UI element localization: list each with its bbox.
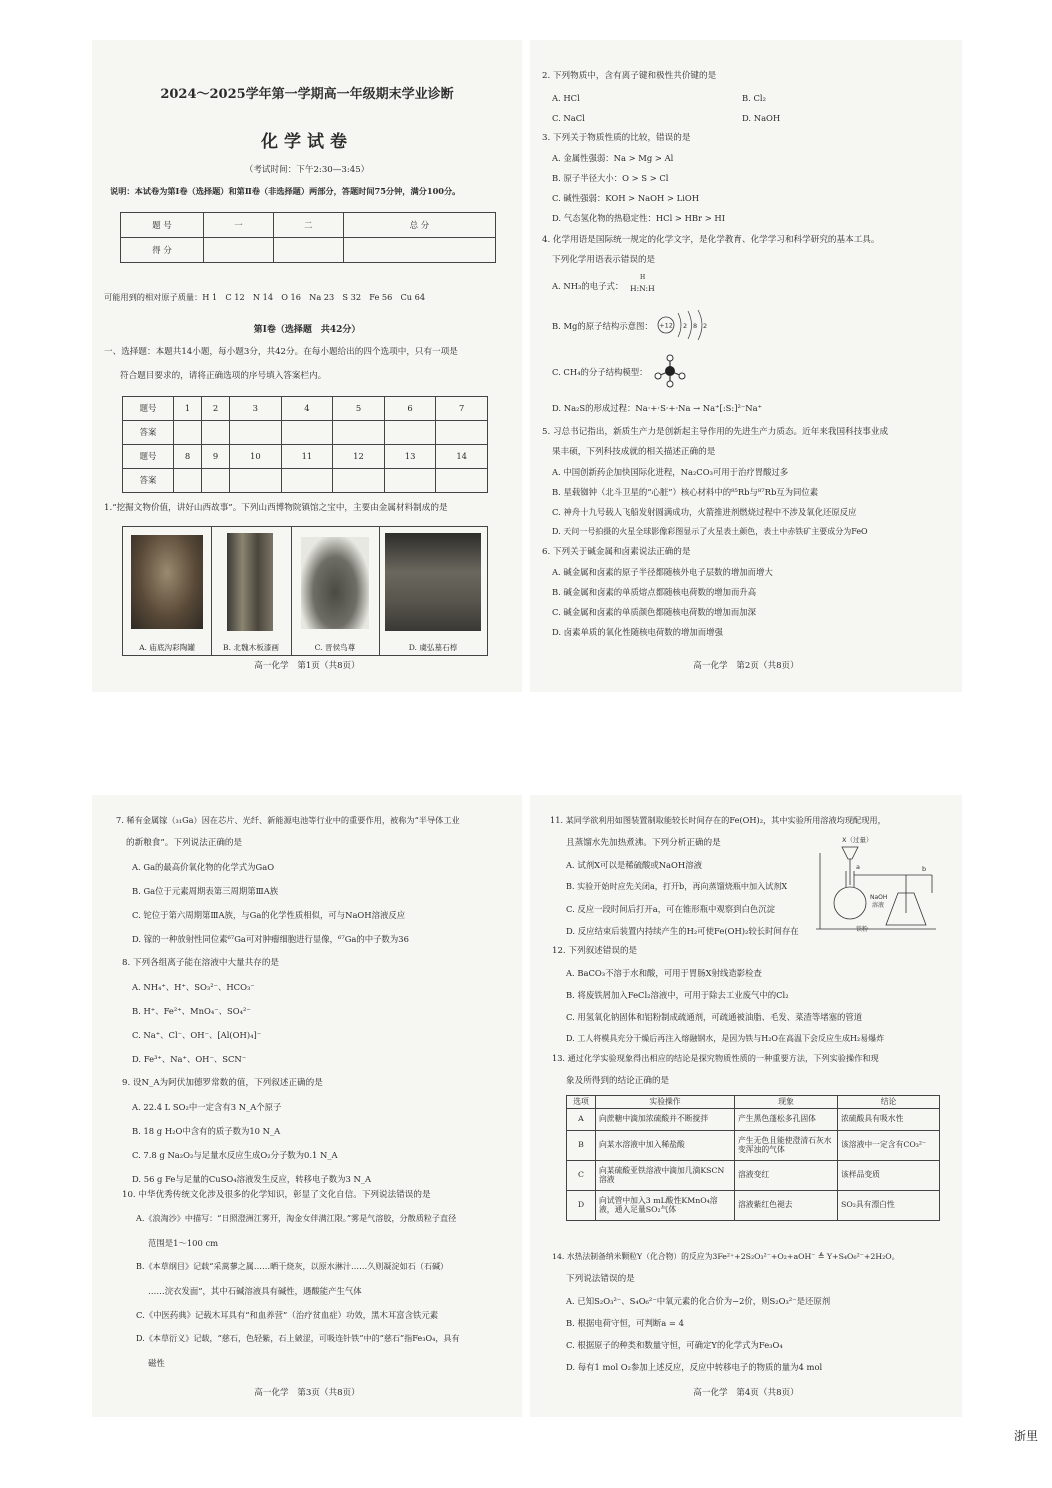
q1-caption-d: D. 虞弘墓石椁 xyxy=(408,643,458,652)
mg-atom-diagram xyxy=(656,308,716,342)
q7-option-c: C. 铊位于第六周期第ⅢA族，与Ga的化学性质相似，可与NaOH溶液反应 xyxy=(132,910,406,920)
answer-table-cell: 7 xyxy=(436,397,488,421)
q1-caption-b: B. 北魏木板漆画 xyxy=(223,643,279,652)
shell-count: 8 xyxy=(693,322,698,330)
table-header: 选项 xyxy=(567,1096,596,1109)
table-cell: B xyxy=(567,1130,596,1160)
question-12: 12. 下列叙述错误的是 xyxy=(552,946,638,956)
q11-option-a: A. 试剂X可以是稀硫酸或NaOH溶液 xyxy=(566,860,702,870)
exam-page-1 xyxy=(92,40,522,692)
q6-option-b: B. 碱金属和卤素的单质熔点都随核电荷数的增加而升高 xyxy=(552,587,757,597)
answer-slot[interactable] xyxy=(436,421,488,445)
answer-slot[interactable] xyxy=(230,469,282,493)
table-header: 实验操作 xyxy=(596,1096,735,1109)
q3-option-a: A. 金属性强弱：Na > Mg > Al xyxy=(552,153,674,163)
table-cell: 溶液紫红色褪去 xyxy=(735,1190,838,1220)
valve-label-a: a xyxy=(856,863,860,871)
exam-title: 2024～2025学年第一学期高一年级期末学业诊断 xyxy=(160,87,454,102)
q12-option-c: C. 用氢氧化钠固体和铝粉制成疏通剂，可疏通被油脂、毛发、菜渣等堵塞的管道 xyxy=(566,1012,863,1022)
experiment-table xyxy=(566,1095,940,1221)
answer-slot[interactable] xyxy=(333,469,385,493)
answer-table-cell: 13 xyxy=(384,445,436,469)
nh3-formula-top: H xyxy=(640,274,646,281)
page-footer: 高一化学 第2页（共8页） xyxy=(693,661,799,671)
q1-caption-c: C. 晋侯鸟尊 xyxy=(314,643,356,652)
q6-option-c: C. 碱金属和卤素的单质颜色都随核电荷数的增加而加深 xyxy=(552,607,757,617)
q4-option-b: B. Mg的原子结构示意图： xyxy=(552,321,653,331)
q1-option-b xyxy=(211,527,292,655)
exam-time: （考试时间：下午2:30—3:45） xyxy=(244,165,370,175)
question-14-line2: 下列说法错误的是 xyxy=(566,1274,635,1284)
answer-table-label: 题号 xyxy=(123,397,174,421)
q4-option-c: C. CH₄的分子结构模型： xyxy=(552,367,648,377)
answer-table-cell: 3 xyxy=(230,397,282,421)
watermark-text: 浙里 xyxy=(1013,1429,1038,1443)
question-4-line2: 下列化学用语表示错误的是 xyxy=(552,255,656,265)
question-7-line2: 的新粮食”。下列说法正确的是 xyxy=(126,838,243,848)
q4-option-d: D. Na₂S的形成过程：Na·+·S·+·Na → Na⁺[:S:]²⁻Na⁺ xyxy=(552,403,762,413)
q14-option-a: A. 已知S₂O₃²⁻、S₄O₆²⁻中氧元素的化合价为−2价，则S₂O₃²⁻是还原剂 xyxy=(566,1296,831,1306)
q10-option-a: A.《浪淘沙》中描写：“日照澄洲江雾开，淘金女伴满江限。”雾是气溶胶，分散质粒子直径 xyxy=(136,1213,457,1223)
table-cell: D xyxy=(567,1190,596,1220)
q3-option-b: B. 原子半径大小：O > S > Cl xyxy=(552,173,669,183)
q10-option-b-line2: ……浣衣发面”，其中石碱溶液具有碱性，遇酸能产生气体 xyxy=(148,1286,362,1296)
ch4-model-icon xyxy=(652,354,688,388)
answer-slot[interactable] xyxy=(384,469,436,493)
q9-option-b: B. 18 g H₂O中含有的质子数为10 N_A xyxy=(132,1126,281,1136)
table-cell: SO₂具有漂白性 xyxy=(838,1190,940,1220)
score-table-cell: 总 分 xyxy=(343,213,495,238)
question-2: 2. 下列物质中，含有离子键和极性共价键的是 xyxy=(542,71,717,81)
dropping-funnel xyxy=(842,847,858,859)
table-cell: 浓硫酸具有吸水性 xyxy=(838,1108,940,1130)
exam-page-3 xyxy=(92,795,522,1417)
q10-option-b: B.《本草纲目》记载“采蒿蓼之属……晒干烧灰，以原水淋汁……久则凝淀如石（石碱） xyxy=(136,1261,449,1271)
score-table-cell: 得 分 xyxy=(121,238,204,263)
answer-slot[interactable] xyxy=(436,469,488,493)
answer-table-cell: 12 xyxy=(333,445,385,469)
distilling-flask xyxy=(834,887,866,919)
answer-table-cell: 9 xyxy=(202,445,230,469)
label-x: X（过量） xyxy=(842,836,873,844)
score-table-cell: 题 号 xyxy=(121,213,204,238)
table-cell: 溶液变红 xyxy=(735,1160,838,1190)
answer-table-cell: 14 xyxy=(436,445,488,469)
question-9: 9. 设N_A为阿伏加德罗常数的值，下列叙述正确的是 xyxy=(122,1078,323,1088)
table-cell: 产生黑色蓬松多孔固体 xyxy=(735,1108,838,1130)
question-1: 1.“挖掘文物价值，讲好山西故事”。下列山西博物院镇馆之宝中，主要由金属材料制成的是 xyxy=(104,503,448,513)
answer-slot[interactable] xyxy=(281,421,333,445)
q11-option-b: B. 实验开始时应先关闭a，打开b，再向蒸馏烧瓶中加入试剂X xyxy=(566,881,788,891)
q1-option-d xyxy=(379,527,487,655)
instructions: 说明：本试卷为第Ⅰ卷（选择题）和第Ⅱ卷（非选择题）两部分，答题时间75分钟，满分100分。 xyxy=(110,186,461,196)
q5-option-d: D. 天问一号拍摄的火星全球影像彩图显示了火星表土颜色，表土中赤铁矿主要成分为FeO xyxy=(552,527,868,536)
q14-option-c: C. 根据原子的种类和数量守恒，可确定Y的化学式为Fe₃O₄ xyxy=(566,1340,783,1350)
answer-table-cell: 4 xyxy=(281,397,333,421)
page-footer: 高一化学 第1页（共8页） xyxy=(254,661,360,671)
q5-option-b: B. 星载铷钟（北斗卫星的“心脏”）核心材料中的⁸⁵Rb与⁸⁷Rb互为同位素 xyxy=(552,487,819,497)
answer-slot[interactable] xyxy=(174,421,202,445)
q7-option-a: A. Ga的最高价氧化物的化学式为GaO xyxy=(132,862,275,872)
q4-option-a: A. NH₃的电子式： xyxy=(552,281,624,291)
score-table-cell: 一 xyxy=(204,213,274,238)
q1-option-c xyxy=(291,527,380,655)
q10-option-a-line2: 范围是1～100 cm xyxy=(148,1238,219,1248)
q2-option-b: B. Cl₂ xyxy=(742,93,766,103)
question-13-line2: 象及所得到的结论正确的是 xyxy=(566,1076,670,1086)
q12-option-d: D. 工人将模具充分干燥后再注入熔融钢水，是因为铁与H₂O在高温下会反应生成H₂易爆炸 xyxy=(566,1034,885,1043)
question-13: 13. 通过化学实验现象得出相应的结论是探究物质性质的一种重要方法，下列实验操作和现 xyxy=(552,1053,879,1063)
naoh-label: NaOH xyxy=(870,894,888,901)
q1-option-a xyxy=(123,527,212,655)
q6-option-a: A. 碱金属和卤素的原子半径都随核外电子层数的增加而增大 xyxy=(552,567,773,577)
q9-option-d: D. 56 g Fe与足量的CuSO₄溶液发生反应，转移电子数为3 N_A xyxy=(132,1174,372,1184)
q8-option-d: D. Fe³⁺、Na⁺、OH⁻、SCN⁻ xyxy=(132,1054,247,1064)
score-table xyxy=(120,212,496,263)
score-table-cell xyxy=(273,238,343,263)
answer-table-cell: 2 xyxy=(202,397,230,421)
answer-slot[interactable] xyxy=(384,421,436,445)
answer-table-cell: 1 xyxy=(174,397,202,421)
answer-table xyxy=(122,396,488,493)
q14-option-d: D. 每有1 mol O₂参加上述反应，反应中转移电子的物质的量为4 mol xyxy=(566,1362,823,1372)
answer-table-cell: 6 xyxy=(384,397,436,421)
answer-slot[interactable] xyxy=(333,421,385,445)
subject-title: 化学试卷 xyxy=(261,132,353,152)
atomic-masses: 可能用到的相对原子质量：H 1 C 12 N 14 O 16 Na 23 S 32 Fe 56 Cu 64 xyxy=(104,292,426,302)
q9-option-c: C. 7.8 g Na₂O₂与足量水反应生成O₂分子数为0.1 N_A xyxy=(132,1150,338,1160)
section-intro: 一、选择题：本题共14小题，每小题3分，共42分。在每小题给出的四个选项中，只有一项是 xyxy=(104,347,458,357)
question-5-line2: 果丰硕，下列科技成就的相关描述正确的是 xyxy=(552,447,716,457)
q14-option-b: B. 根据电荷守恒，可判断a = 4 xyxy=(566,1318,684,1328)
q2-option-a: A. HCl xyxy=(552,93,580,103)
answer-slot[interactable] xyxy=(202,421,230,445)
answer-table-label: 题号 xyxy=(123,445,174,469)
question-4: 4. 化学用语是国际统一规定的化学文字，是化学教育、化学学习和科学研究的基本工具。 xyxy=(542,235,880,245)
q11-option-c: C. 反应一段时间后打开a，可在锥形瓶中观察到白色沉淀 xyxy=(566,904,776,914)
table-header: 现象 xyxy=(735,1096,838,1109)
answer-table-cell: 10 xyxy=(230,445,282,469)
question-10: 10. 中华优秀传统文化涉及很多的化学知识，彰显了文化自信。下列说法错误的是 xyxy=(122,1190,431,1200)
question-6: 6. 下列关于碱金属和卤素说法正确的是 xyxy=(542,547,691,557)
q10-option-c: C.《中医药典》记载木耳具有“和血养营”（治疗贫血症）功效，黑木耳富含铁元素 xyxy=(136,1310,439,1320)
answer-table-label: 答案 xyxy=(123,421,174,445)
q10-option-d-line2: 磁性 xyxy=(148,1358,165,1368)
answer-table-cell: 11 xyxy=(281,445,333,469)
score-table-cell: 二 xyxy=(273,213,343,238)
table-cell: 向试管中加入3 mL酸性KMnO₄溶液，通入足量SO₂气体 xyxy=(596,1190,735,1220)
table-cell: 向某水溶液中加入稀盐酸 xyxy=(596,1130,735,1160)
q12-option-b: B. 将废铁屑加入FeCl₂溶液中，可用于除去工业废气中的Cl₂ xyxy=(566,990,789,1000)
question-5: 5. 习总书记指出，新质生产力是创新起主导作用的先进生产力质态。近年来我国科技事业成 xyxy=(542,427,889,437)
lacquer-panel-image xyxy=(227,533,273,631)
q8-option-c: C. Na⁺、Cl⁻、OH⁻、[Al(OH)₄]⁻ xyxy=(132,1030,262,1040)
question-11-line2: 且蒸馏水先加热煮沸。下列分析正确的是 xyxy=(566,838,721,848)
q3-option-c: C. 碱性强弱：KOH > NaOH > LiOH xyxy=(552,193,700,203)
answer-slot[interactable] xyxy=(230,421,282,445)
apparatus-diagram xyxy=(806,833,946,935)
table-cell: 产生无色且能使澄清石灰水变浑浊的气体 xyxy=(735,1130,838,1160)
question-7: 7. 稀有金属镓（₃₁Ga）因在芯片、光纤、新能源电池等行业中的重要作用，被称为“半导体工业 xyxy=(116,815,460,825)
table-cell: 该溶液中一定含有CO₃²⁻ xyxy=(838,1130,940,1160)
q12-option-a: A. BaCO₃不溶于水和酸，可用于胃肠X射线造影检查 xyxy=(566,968,762,978)
table-cell: A xyxy=(567,1108,596,1130)
answer-slot[interactable] xyxy=(174,469,202,493)
shell-count: 2 xyxy=(683,322,688,330)
shell-count: 2 xyxy=(703,322,708,330)
score-table-cell xyxy=(204,238,274,263)
exam-page-4 xyxy=(530,795,962,1417)
q3-option-d: D. 气态氢化物的热稳定性：HCl > HBr > HI xyxy=(552,213,726,223)
q7-option-d: D. 镓的一种放射性同位素⁶⁷Ga可对肿瘤细胞进行显像，⁶⁷Ga的中子数为36 xyxy=(132,934,409,944)
table-cell: C xyxy=(567,1160,596,1190)
question-11: 11. 某同学欲利用如图装置制取能较长时间存在的Fe(OH)₂，其中实验所用溶液均现配现用， xyxy=(550,815,886,825)
answer-slot[interactable] xyxy=(202,469,230,493)
iron-powder-label: 铁粉 xyxy=(856,926,869,933)
nucleus-charge: +12 xyxy=(659,321,673,330)
bird-zun-image xyxy=(301,537,369,629)
q1-caption-a: A. 庙底沟彩陶罐 xyxy=(139,643,195,652)
q7-option-b: B. Ga位于元素周期表第三周期第ⅢA族 xyxy=(132,886,279,896)
answer-table-cell: 5 xyxy=(333,397,385,421)
q2-option-d: D. NaOH xyxy=(742,113,781,123)
nh3-electron-formula: H:N:H xyxy=(630,284,655,293)
answer-slot[interactable] xyxy=(281,469,333,493)
table-cell: 向某硫酸亚铁溶液中滴加几滴KSCN溶液 xyxy=(596,1160,735,1190)
section-intro: 符合题目要求的，请将正确选项的序号填入答案栏内。 xyxy=(120,371,327,381)
question-14: 14. 水热法制备纳米颗粒Y（化合物）的反应为3Fe²⁺+2S₂O₃²⁻+O₂+aOH⁻ ≜ Y+S₄O₆²⁻+2H₂O。 xyxy=(552,1252,900,1261)
q11-option-d: D. 反应结束后装置内持续产生的H₂可使Fe(OH)₂较长时间存在 xyxy=(566,926,799,936)
section-title: 第Ⅰ卷（选择题 共42分） xyxy=(253,325,361,335)
q8-option-b: B. H⁺、Fe²⁺、MnO₄⁻、SO₄²⁻ xyxy=(132,1006,251,1016)
q10-option-d: D.《本草衍义》记载，“慈石，色轻紫，石上皴涩，可吸连针铁”中的“慈石”指Fe₃O₄，具有 xyxy=(136,1333,460,1343)
solution-label: 溶液 xyxy=(872,902,885,909)
page-footer: 高一化学 第4页（共8页） xyxy=(693,1388,799,1398)
q6-option-d: D. 卤素单质的氧化性随核电荷数的增加而增强 xyxy=(552,627,723,637)
q5-option-c: C. 神舟十九号载人飞船发射圆满成功，火箭推进剂燃烧过程中不涉及氧化还原反应 xyxy=(552,507,857,517)
answer-table-cell: 8 xyxy=(174,445,202,469)
score-table-cell xyxy=(343,238,495,263)
q8-option-a: A. NH₄⁺、H⁺、SO₃²⁻、HCO₃⁻ xyxy=(132,982,255,992)
exam-page-2 xyxy=(530,40,962,692)
q5-option-a: A. 中国创新药企加快国际化进程，Na₂CO₃可用于治疗胃酸过多 xyxy=(552,467,789,477)
table-cell: 向蔗糖中滴加浓硫酸并不断搅拌 xyxy=(596,1108,735,1130)
table-cell: 该样品变质 xyxy=(838,1160,940,1190)
question-8: 8. 下列各组离子能在溶液中大量共存的是 xyxy=(122,958,280,968)
question-3: 3. 下列关于物质性质的比较，错误的是 xyxy=(542,133,691,143)
page-footer: 高一化学 第3页（共8页） xyxy=(254,1388,360,1398)
stone-coffin-image xyxy=(385,533,481,631)
q2-option-c: C. NaCl xyxy=(552,113,585,123)
pottery-jar-image xyxy=(131,535,203,629)
answer-table-label: 答案 xyxy=(123,469,174,493)
valve-label-b: b xyxy=(922,865,927,873)
q1-image-strip xyxy=(122,526,488,656)
table-header: 结论 xyxy=(838,1096,940,1109)
q9-option-a: A. 22.4 L SO₂中一定含有3 N_A个原子 xyxy=(132,1102,282,1112)
